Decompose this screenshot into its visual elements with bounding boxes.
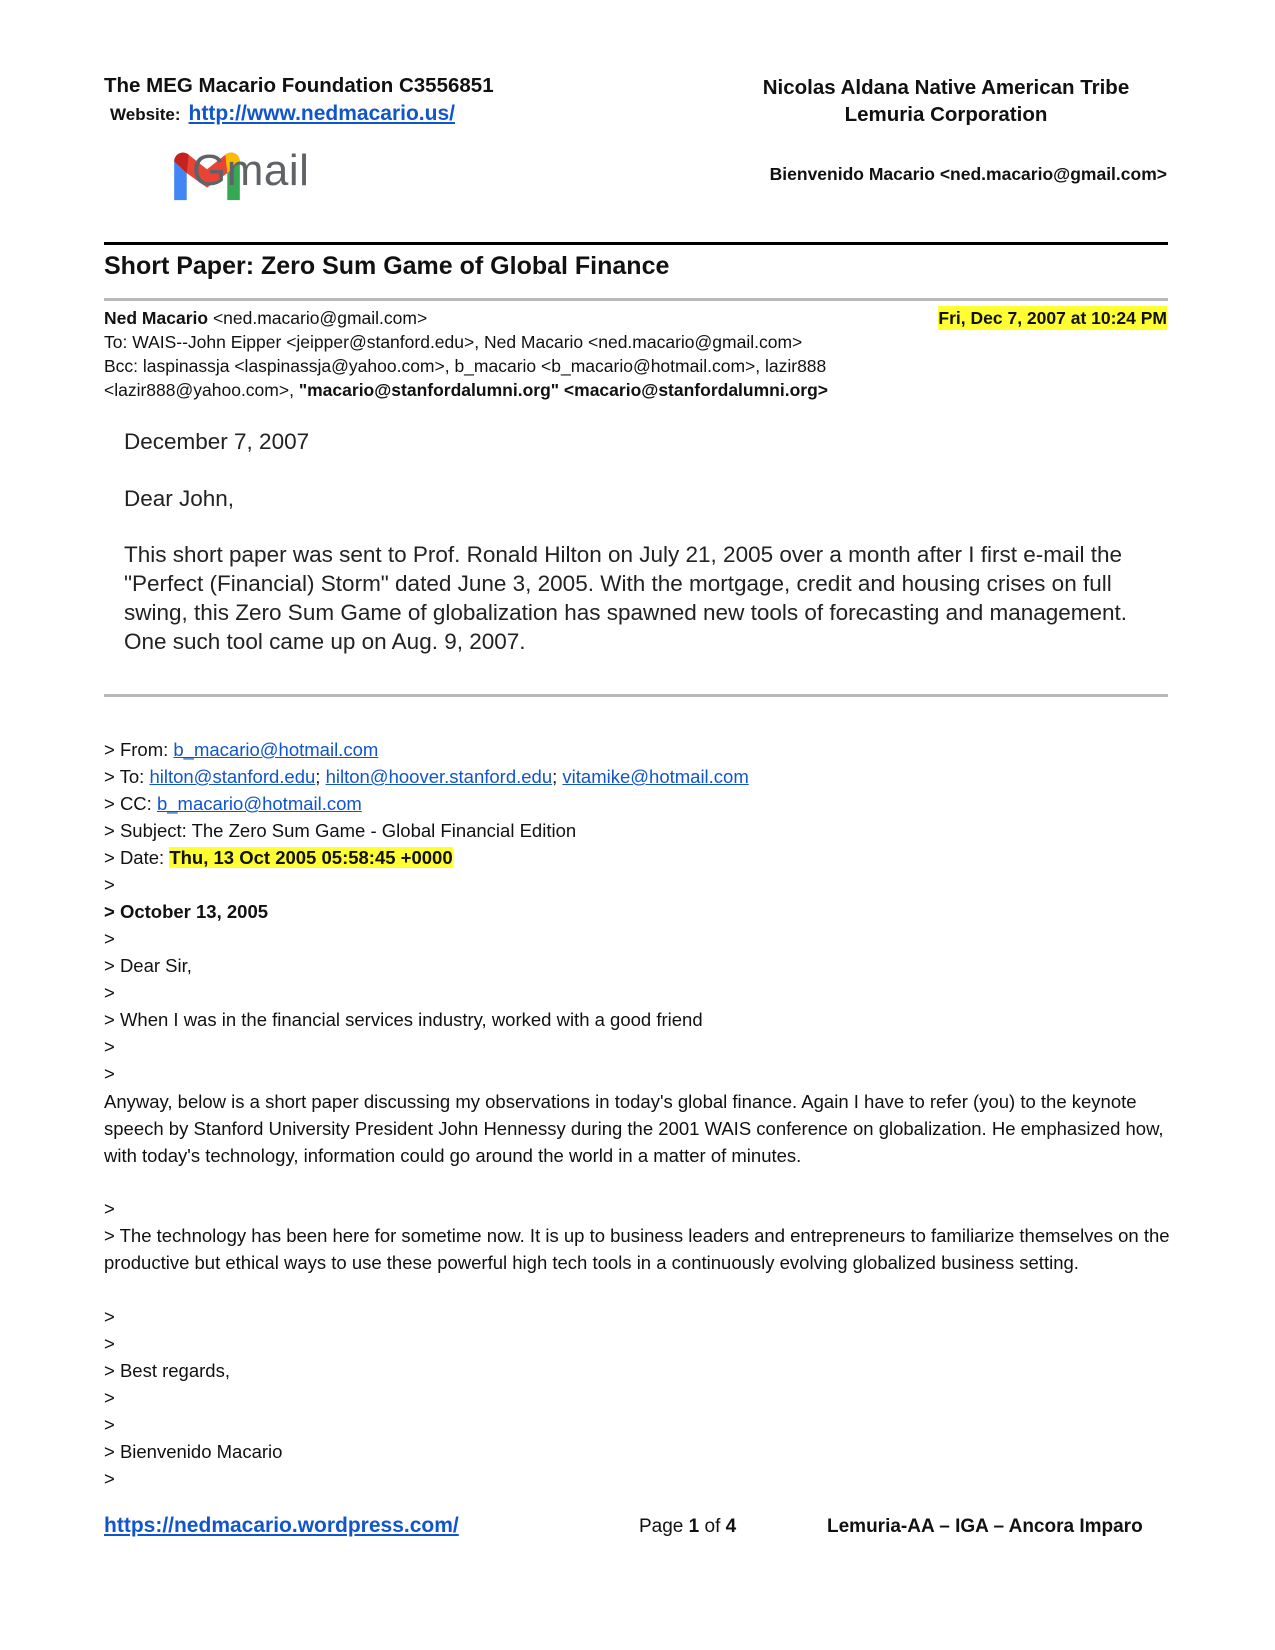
foundation-name: The MEG Macario Foundation C3556851 (104, 74, 494, 97)
quote-marker: > (104, 1306, 115, 1327)
quote-divider (104, 694, 1168, 697)
page-of: of (699, 1516, 726, 1537)
separator: ; (552, 766, 563, 787)
quoted-from-link[interactable]: b_macario@hotmail.com (173, 739, 379, 760)
letter-greeting: Dear John, (124, 486, 235, 511)
quote-marker: > (104, 1387, 115, 1408)
footer-blog-link[interactable]: https://nedmacario.wordpress.com/ (104, 1514, 459, 1537)
bcc-alumni-address: "macario@stanfordalumni.org" <macario@stanfordalumni.org> (298, 380, 828, 400)
quoted-paragraph-anyway: Anyway, below is a short paper discussing my observations in today's global finance. Again I have to refer (you) to the keynote speech by Stanford University President John Hennessy during the 2001 WAIS conference on globalization. He emphasized how, with today's technology, information could go around the world in a matter of minutes. (104, 1091, 1164, 1166)
separator: ; (315, 766, 326, 787)
quoted-to (104, 765, 749, 789)
website-row (110, 102, 455, 126)
quote-marker: > (104, 928, 115, 949)
recipients-line: To: WAIS--John Eipper <jeipper@stanford.edu>, Ned Macario <ned.macario@gmail.com> (104, 332, 803, 352)
quoted-signature: > Bienvenido Macario (104, 1441, 283, 1462)
footer-motto: Lemuria-AA – IGA – Ancora Imparo (827, 1516, 1143, 1537)
bcc-line: Bcc: laspinassja <laspinassja@yahoo.com>, b_macario <b_macario@hotmail.com>, lazir888 (104, 356, 827, 376)
sender-name: Ned Macario (104, 308, 209, 328)
quoted-to-link-3[interactable]: vitamike@hotmail.com (562, 766, 749, 787)
quoted-subject: > Subject: The Zero Sum Game - Global Financial Edition (104, 820, 577, 841)
page-current: 1 (688, 1516, 700, 1537)
quote-marker: > (104, 1414, 115, 1435)
quoted-to-link-1[interactable]: hilton@stanford.edu (149, 766, 316, 787)
gmail-wordmark: Gmail (192, 146, 310, 195)
sent-date: Fri, Dec 7, 2007 at 10:24 PM (938, 308, 1167, 328)
organization-block (715, 74, 1177, 128)
page-indicator (639, 1516, 736, 1538)
quoted-cc-link[interactable]: b_macario@hotmail.com (156, 793, 362, 814)
header-divider (104, 242, 1168, 245)
quoted-date-value: Thu, 13 Oct 2005 05:58:45 +0000 (169, 847, 453, 868)
quote-marker: > (104, 982, 115, 1003)
website-link[interactable]: http://www.nedmacario.us/ (188, 102, 455, 125)
sender-address: <ned.macario@gmail.com> (212, 308, 428, 328)
page-label: Page (639, 1516, 689, 1537)
quoted-from-label: > From: (104, 739, 174, 760)
quoted-from (104, 738, 378, 762)
quoted-industry-line: > When I was in the financial services industry, worked with a good friend (104, 1009, 703, 1030)
quote-marker: > (104, 1063, 115, 1084)
tribe-name: Nicolas Aldana Native American Tribe (762, 76, 1130, 99)
quoted-to-label: > To: (104, 766, 150, 787)
subject-divider (104, 298, 1168, 301)
website-label: Website: (110, 105, 181, 124)
letter-paragraph: This short paper was sent to Prof. Ronald Hilton on July 21, 2005 over a month after I first e-mail the "Perfect (Financial) Storm" dated June 3, 2005. With the mortgage, credit and housing crises on full swing, this Zero Sum Game of globalization has spawned new tools of forecasting and management. One such tool came up on Aug. 9, 2007. (124, 542, 1128, 654)
quote-marker: > (104, 1198, 115, 1219)
quote-marker: > (104, 1333, 115, 1354)
quoted-cc-label: > CC: (104, 793, 157, 814)
account-label: Bienvenido Macario <ned.macario@gmail.com> (769, 164, 1167, 184)
quoted-to-link-2[interactable]: hilton@hoover.stanford.edu (325, 766, 553, 787)
quoted-dated: > October 13, 2005 (104, 901, 269, 922)
quoted-salutation: > Dear Sir, (104, 955, 192, 976)
quoted-paragraph-technology: > The technology has been here for sometime now. It is up to business leaders and entrepreneurs to familiarize themselves on the productive but ethical ways to use these powerful high tech tools in a continuously evolving globalized business setting. (104, 1225, 1170, 1273)
letter-date: December 7, 2007 (124, 429, 310, 454)
sender-line (104, 306, 427, 330)
email-subject: Short Paper: Zero Sum Game of Global Finance (104, 252, 670, 280)
bcc-address: <lazir888@yahoo.com>, (104, 380, 299, 400)
quoted-date (104, 846, 453, 870)
quoted-date-label: > Date: (104, 847, 170, 868)
quoted-cc (104, 792, 362, 816)
quoted-closing: > Best regards, (104, 1360, 230, 1381)
bcc-line-continued (104, 378, 828, 402)
page-total: 4 (725, 1516, 737, 1537)
quote-marker: > (104, 1468, 115, 1489)
corporation-name: Lemuria Corporation (844, 103, 1048, 126)
quote-marker: > (104, 874, 115, 895)
quote-marker: > (104, 1036, 115, 1057)
